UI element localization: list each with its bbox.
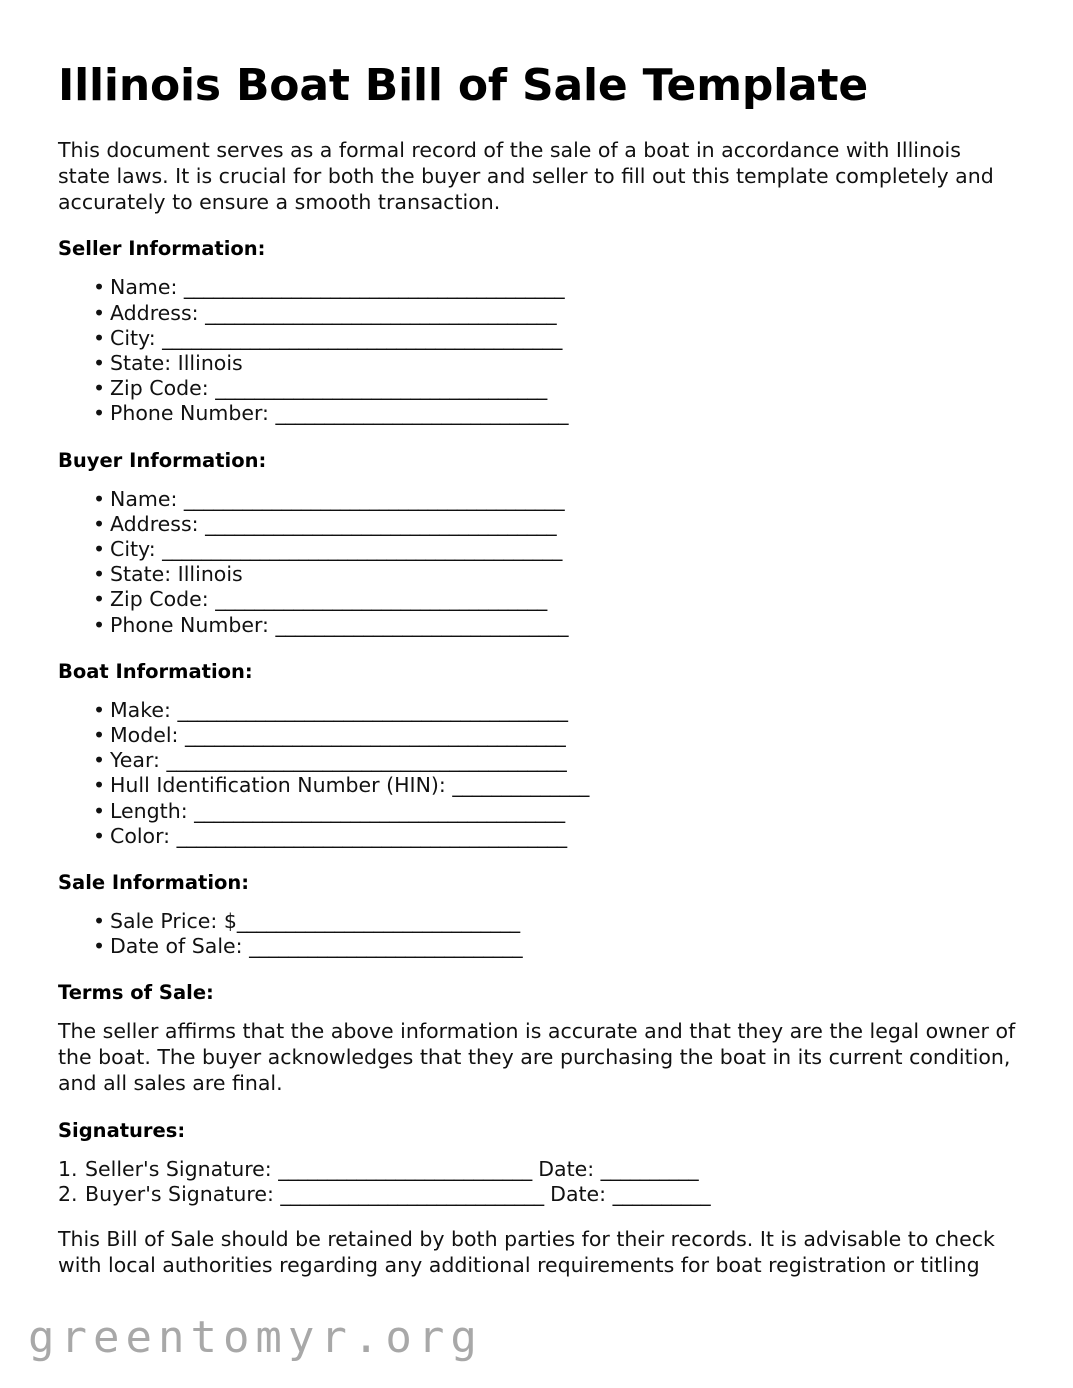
site-watermark: greentomyr.org: [28, 1312, 483, 1363]
list-item: [58, 326, 1016, 351]
page-title: Illinois Boat Bill of Sale Template: [58, 60, 868, 111]
field-blank[interactable]: _______________________________________: [183, 275, 565, 300]
list-item: [58, 698, 1016, 723]
list-item: [58, 562, 1016, 587]
closing-paragraph: This Bill of Sale should be retained by both parties for their records. It is advisable to check with local authorities regarding any additional requirements for boat registration or titling: [58, 1227, 995, 1278]
list-item: [58, 773, 1016, 798]
field-label: Hull Identification Number (HIN):: [110, 773, 453, 798]
table-row: [58, 1182, 1016, 1207]
seller-information-fields: [58, 275, 1016, 426]
field-label: Name:: [110, 486, 184, 511]
date-blank[interactable]: __________: [612, 1182, 711, 1207]
signature-blank[interactable]: ___________________________: [280, 1182, 544, 1207]
field-blank[interactable]: _____________________________: [236, 909, 520, 934]
list-item: [58, 824, 1016, 849]
field-blank[interactable]: __________________________________: [215, 376, 547, 401]
list-item: [58, 275, 1016, 300]
field-label: Name:: [110, 275, 184, 300]
field-blank[interactable]: ____________________________: [249, 934, 523, 959]
seller-information-heading: Seller Information:: [58, 237, 266, 261]
field-label: Make:: [110, 697, 178, 722]
field-label: Length:: [110, 798, 195, 823]
field-label: State: Illinois: [110, 351, 243, 375]
field-blank[interactable]: _________________________________________: [162, 325, 562, 350]
field-label: Model:: [110, 723, 185, 748]
list-item: [58, 613, 1016, 638]
list-item: [58, 351, 1016, 376]
signature-label: Buyer's Signature:: [85, 1182, 281, 1207]
boat-information-heading: Boat Information:: [58, 659, 253, 683]
list-item: [58, 487, 1016, 512]
field-label: Address:: [110, 300, 206, 325]
field-blank[interactable]: ______________: [452, 773, 589, 798]
list-item: [58, 537, 1016, 562]
field-label: City:: [110, 325, 163, 350]
field-label: City:: [110, 537, 163, 562]
field-blank[interactable]: ______________________________________: [194, 798, 565, 823]
field-blank[interactable]: ______________________________: [275, 612, 568, 637]
terms-of-sale-body: The seller affirms that the above information is accurate and that they are the legal owner of the boat. The buyer acknowledges that they are purchasing the boat in its current condition, and all sales are final.: [58, 1019, 1016, 1096]
table-row: [58, 1157, 1016, 1182]
field-blank[interactable]: _______________________________________: [184, 723, 566, 748]
date-blank[interactable]: __________: [600, 1156, 699, 1181]
buyer-information-fields: [58, 487, 1016, 638]
date-label: Date:: [543, 1182, 613, 1207]
signature-blank[interactable]: __________________________: [278, 1156, 532, 1181]
list-item: [58, 587, 1016, 612]
field-blank[interactable]: _________________________________________: [162, 537, 562, 562]
field-blank[interactable]: _______________________________________: [183, 486, 565, 511]
field-blank[interactable]: _________________________________________: [166, 748, 567, 773]
list-item: [58, 934, 1016, 959]
boat-information-fields: [58, 698, 1016, 849]
field-label: Year:: [110, 748, 167, 773]
list-item: [58, 512, 1016, 537]
field-label: Phone Number:: [110, 612, 276, 637]
field-label: Address:: [110, 511, 206, 536]
signature-label: Seller's Signature:: [85, 1156, 279, 1181]
signatures-heading: Signatures:: [58, 1118, 186, 1142]
date-label: Date:: [531, 1156, 601, 1181]
list-item: [58, 376, 1016, 401]
field-blank[interactable]: ____________________________________: [205, 300, 557, 325]
buyer-information-heading: Buyer Information:: [58, 448, 267, 472]
sale-information-fields: [58, 909, 1016, 959]
terms-of-sale-heading: Terms of Sale:: [58, 981, 214, 1005]
field-label: Phone Number:: [110, 401, 276, 426]
field-label: Zip Code:: [110, 376, 216, 401]
field-label: Sale Price: $: [110, 909, 237, 934]
field-blank[interactable]: ______________________________: [275, 401, 568, 426]
field-blank[interactable]: ____________________________________: [205, 511, 557, 536]
field-blank[interactable]: ________________________________________: [177, 697, 568, 722]
field-label: Zip Code:: [110, 587, 216, 612]
field-blank[interactable]: __________________________________: [215, 587, 547, 612]
signature-rows: [58, 1157, 1016, 1207]
intro-paragraph: This document serves as a formal record of the sale of a boat in accordance with Illinois state laws. It is crucial for both the buyer and seller to fill out this template completely and accurately to ensure a smooth transaction.: [58, 138, 994, 214]
list-item: [58, 723, 1016, 748]
document-content: [58, 60, 1016, 1279]
list-item: [58, 799, 1016, 824]
list-item: [58, 401, 1016, 426]
list-item: [58, 301, 1016, 326]
field-blank[interactable]: ________________________________________: [176, 823, 567, 848]
list-item: [58, 909, 1016, 934]
field-label: Date of Sale:: [110, 934, 250, 959]
sale-information-heading: Sale Information:: [58, 871, 250, 895]
field-label: Color:: [110, 823, 177, 848]
field-label: State: Illinois: [110, 562, 243, 587]
list-item: [58, 748, 1016, 773]
